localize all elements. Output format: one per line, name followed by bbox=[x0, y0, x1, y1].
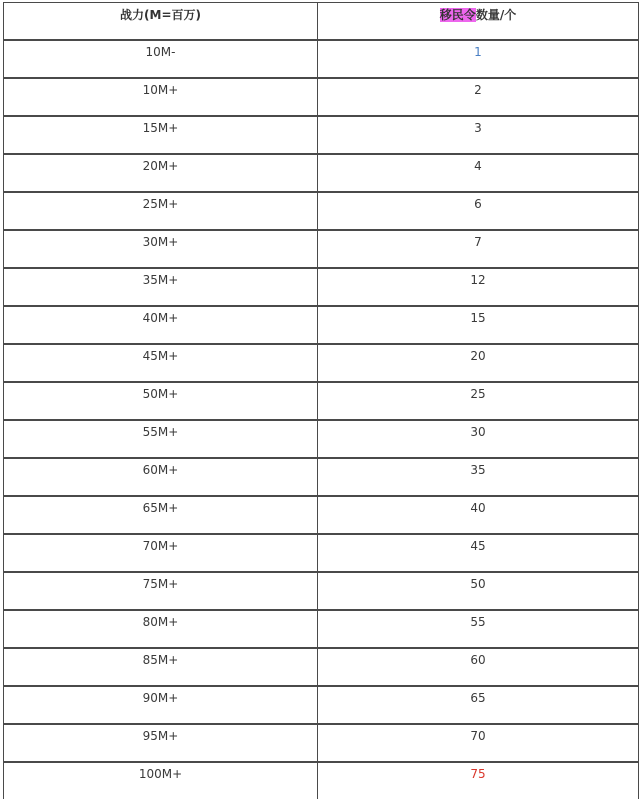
count-cell: 4 bbox=[318, 154, 639, 192]
table-row bbox=[4, 534, 639, 572]
table-row bbox=[4, 762, 639, 799]
count-cell: 35 bbox=[318, 458, 639, 496]
count-cell: 1 bbox=[318, 40, 639, 78]
power-cell: 85M+ bbox=[4, 648, 318, 686]
table-row bbox=[4, 230, 639, 268]
power-cell: 15M+ bbox=[4, 116, 318, 154]
table-row bbox=[4, 610, 639, 648]
table-row bbox=[4, 192, 639, 230]
count-cell: 50 bbox=[318, 572, 639, 610]
header-count-highlight: 移民令 bbox=[439, 8, 476, 22]
table-row bbox=[4, 420, 639, 458]
count-cell: 3 bbox=[318, 116, 639, 154]
header-power: 战力(M=百万) bbox=[4, 3, 318, 41]
count-cell: 20 bbox=[318, 344, 639, 382]
power-cell: 10M- bbox=[4, 40, 318, 78]
count-cell: 25 bbox=[318, 382, 639, 420]
count-cell: 60 bbox=[318, 648, 639, 686]
table-row bbox=[4, 344, 639, 382]
count-cell: 55 bbox=[318, 610, 639, 648]
count-cell: 45 bbox=[318, 534, 639, 572]
power-cell: 25M+ bbox=[4, 192, 318, 230]
count-cell: 6 bbox=[318, 192, 639, 230]
count-cell: 7 bbox=[318, 230, 639, 268]
table-row bbox=[4, 306, 639, 344]
power-cell: 75M+ bbox=[4, 572, 318, 610]
count-cell: 40 bbox=[318, 496, 639, 534]
power-cell: 65M+ bbox=[4, 496, 318, 534]
table-row bbox=[4, 268, 639, 306]
table-row bbox=[4, 458, 639, 496]
table-row bbox=[4, 686, 639, 724]
table-row bbox=[4, 116, 639, 154]
table-row bbox=[4, 154, 639, 192]
table-row bbox=[4, 40, 639, 78]
power-cell: 70M+ bbox=[4, 534, 318, 572]
count-cell: 30 bbox=[318, 420, 639, 458]
header-count bbox=[318, 3, 639, 41]
power-cell: 100M+ bbox=[4, 762, 318, 799]
power-cell: 80M+ bbox=[4, 610, 318, 648]
power-cell: 50M+ bbox=[4, 382, 318, 420]
table-row bbox=[4, 382, 639, 420]
power-cell: 60M+ bbox=[4, 458, 318, 496]
table-row bbox=[4, 724, 639, 762]
power-to-token-table bbox=[3, 2, 639, 799]
count-cell: 12 bbox=[318, 268, 639, 306]
count-cell: 75 bbox=[318, 762, 639, 799]
table-row bbox=[4, 648, 639, 686]
table-row bbox=[4, 78, 639, 116]
count-cell: 15 bbox=[318, 306, 639, 344]
power-cell: 20M+ bbox=[4, 154, 318, 192]
power-cell: 90M+ bbox=[4, 686, 318, 724]
table-row bbox=[4, 496, 639, 534]
power-cell: 45M+ bbox=[4, 344, 318, 382]
count-cell: 70 bbox=[318, 724, 639, 762]
table-row bbox=[4, 572, 639, 610]
table-header-row bbox=[4, 3, 639, 41]
power-cell: 30M+ bbox=[4, 230, 318, 268]
count-cell: 2 bbox=[318, 78, 639, 116]
power-cell: 35M+ bbox=[4, 268, 318, 306]
power-cell: 40M+ bbox=[4, 306, 318, 344]
header-count-rest: 数量/个 bbox=[475, 8, 517, 22]
power-cell: 55M+ bbox=[4, 420, 318, 458]
power-cell: 95M+ bbox=[4, 724, 318, 762]
power-cell: 10M+ bbox=[4, 78, 318, 116]
count-cell: 65 bbox=[318, 686, 639, 724]
